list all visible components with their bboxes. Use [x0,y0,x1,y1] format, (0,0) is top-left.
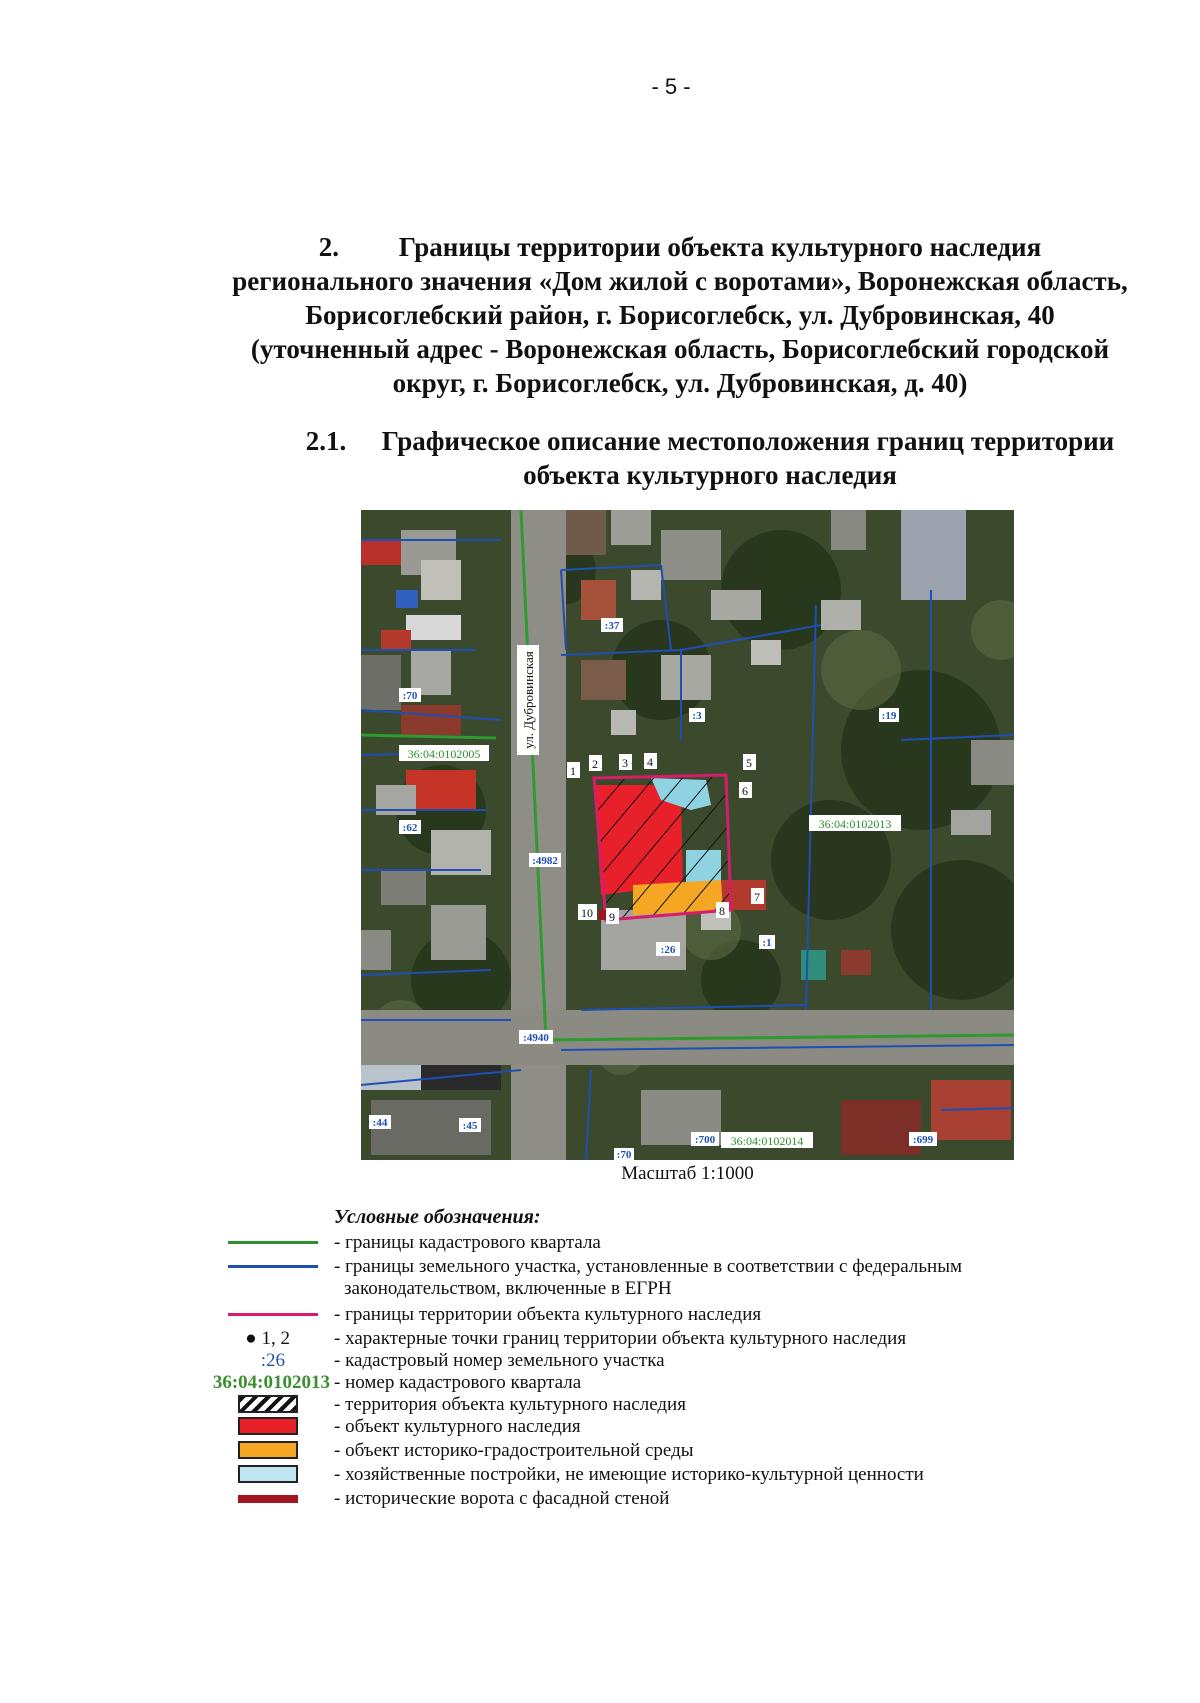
legend-item-quarter-number [0,1372,1200,1394]
point-label: 6 [742,784,748,798]
legend-text: - номер кадастрового квартала [334,1372,582,1393]
legend-title: Условные обозначения: [334,1206,541,1228]
quarter-label: 36:04:0102014 [730,1134,804,1148]
red-box-symbol [238,1417,298,1435]
green-line-symbol [228,1241,318,1244]
point-label: 10 [581,906,593,920]
legend-item-parcel-boundary [0,1256,1200,1299]
legend-text: - объект культурного наследия [334,1416,581,1437]
parcel-label: :699 [912,1134,934,1146]
section-title-line: Границы территории объекта культурного наследия [398,232,1042,262]
legend-text: - исторические ворота с фасадной стеной [334,1488,670,1509]
point-label: 9 [609,910,615,924]
legend-item-parcel-number [0,1350,1200,1372]
blue-line-symbol [228,1265,318,1268]
legend-text: - границы кадастрового квартала [334,1232,601,1253]
page-number: - 5 - [651,74,691,99]
section-title-line: Борисоглебский район, г. Борисоглебск, ул. Дубровинская, 40 [305,300,1055,330]
point-label: 4 [647,755,653,769]
parcel-label: :3 [692,710,702,722]
legend-item-points [0,1328,1200,1350]
legend-text: - объект историко-градостроительной среды [334,1440,694,1461]
subsection-title-line: объекта культурного наследия [523,460,897,490]
parcel-label: :44 [372,1117,388,1129]
parcel-label: :700 [694,1134,716,1146]
parcel-label: :26 [660,944,676,956]
parcel-label: :45 [462,1120,478,1132]
legend-item-quarter-boundary [0,1232,1200,1254]
map-scale: Масштаб 1:1000 [621,1163,754,1184]
legend-item-gates [0,1488,1200,1510]
parcel-label: :4940 [523,1032,549,1044]
subsection-title [280,424,1140,492]
legend-text: - границы земельного участка, установленные в соответствии с федеральным [334,1256,963,1277]
parcel-number-symbol: :26 [260,1350,285,1371]
aerial-map [361,510,1014,1160]
dark-red-bar-symbol [238,1495,298,1503]
parcel-label: :37 [604,620,620,632]
legend-item-outbuildings [0,1464,1200,1486]
subsection-number: 2.1. [305,426,347,456]
legend-text: - кадастровый номер земельного участка [334,1350,665,1371]
subsection-title-line: Графическое описание местоположения границ территории [381,426,1115,456]
section-title-line: округ, г. Борисоглебск, ул. Дубровинская, д. 40) [392,368,968,398]
section-title [180,230,1180,400]
point-label: 7 [754,890,760,904]
point-label: 8 [719,904,725,918]
legend-item-heritage-object [0,1416,1200,1438]
legend-item-historic-environment [0,1440,1200,1462]
point-label: 1 [570,764,576,778]
hatched-box-symbol [238,1395,298,1413]
quarter-number-symbol: 36:04:0102013 [212,1372,330,1393]
street-label: ул. Дубровинская [521,651,536,749]
point-label: 2 [592,757,598,771]
heritage-territory [594,775,731,920]
point-symbol: ● 1, 2 [245,1328,290,1349]
pink-line-symbol [228,1313,318,1316]
legend-item-heritage-boundary [0,1304,1200,1326]
light-blue-box-symbol [238,1465,298,1483]
quarter-label: 36:04:0102005 [407,747,481,761]
legend-text: - хозяйственные постройки, не имеющие историко-культурной ценности [334,1464,924,1485]
point-label: 5 [746,756,752,770]
quarter-label: 36:04:0102013 [818,817,892,831]
orange-box-symbol [238,1441,298,1459]
section-number: 2. [318,232,340,262]
parcel-label: :70 [402,690,418,702]
legend-text: - границы территории объекта культурного наследия [334,1304,762,1325]
legend-item-territory [0,1394,1200,1416]
point-label: 3 [622,756,628,770]
parcel-label: :19 [881,710,897,722]
legend-text: - территория объекта культурного наследия [334,1394,686,1415]
legend-text: законодательством, включенные в ЕГРН [344,1278,672,1299]
parcel-label: :70 [616,1149,632,1160]
section-title-line: регионального значения «Дом жилой с воротами», Воронежская область, [232,266,1128,296]
legend-text: - характерные точки границ территории объекта культурного наследия [334,1328,907,1349]
parcel-label: :4982 [532,855,558,867]
parcel-label: :62 [402,822,418,834]
section-title-line: (уточненный адрес - Воронежская область, Борисоглебский городской [250,334,1110,364]
parcel-label: :1 [762,937,772,949]
